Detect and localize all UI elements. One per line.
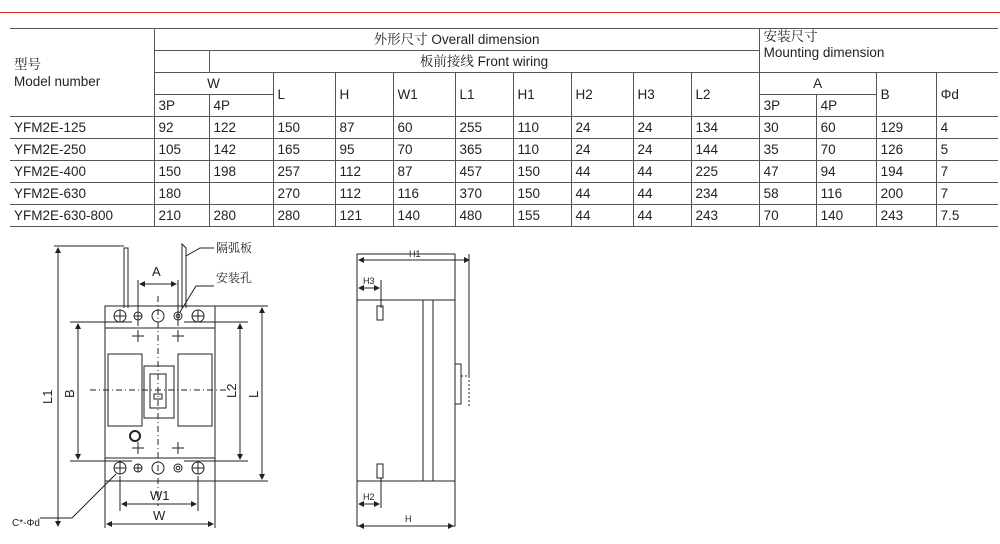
cell-a3p: 30 bbox=[759, 117, 816, 139]
cell-w3p: 210 bbox=[154, 205, 209, 227]
cell-w3p: 150 bbox=[154, 161, 209, 183]
mounting-header-cn: 安装尺寸 bbox=[763, 29, 818, 44]
cell-L2: 234 bbox=[691, 183, 759, 205]
dim-label-W1: W1 bbox=[150, 488, 170, 503]
cell-H1: 150 bbox=[513, 183, 571, 205]
cell-d: 4 bbox=[940, 119, 949, 135]
cell-model: YFM2E-630 bbox=[10, 183, 154, 205]
cell-L1: 255 bbox=[455, 117, 513, 139]
cell-H: 121 bbox=[335, 205, 393, 227]
col-header-B: B bbox=[876, 73, 936, 117]
a-3p-header: 3P bbox=[759, 95, 816, 117]
dim-label-L1: L1 bbox=[40, 389, 55, 404]
table-row bbox=[10, 183, 998, 205]
col-header-H3: H3 bbox=[633, 73, 691, 117]
cell-W1: 116 bbox=[393, 183, 455, 205]
mounting-dimension-header bbox=[759, 29, 998, 73]
cell-model: YFM2E-250 bbox=[10, 139, 154, 161]
cell-L2: 134 bbox=[691, 117, 759, 139]
col-header-L2: L2 bbox=[691, 73, 759, 117]
table-row bbox=[10, 205, 998, 227]
cell-B: 126 bbox=[876, 139, 936, 161]
cell-L: 257 bbox=[273, 161, 335, 183]
label-arc-barrier: 隔弧板 bbox=[216, 241, 253, 255]
cell-d: 7 bbox=[940, 185, 949, 201]
cell-a4p: 116 bbox=[816, 183, 876, 205]
cell-B: 200 bbox=[876, 183, 936, 205]
cell-a4p: 60 bbox=[816, 117, 876, 139]
cell-d: 7.5 bbox=[940, 207, 960, 223]
cell-W1: 70 bbox=[393, 139, 455, 161]
cell-H: 112 bbox=[335, 161, 393, 183]
label-mounting-hole: 安装孔 bbox=[216, 271, 253, 285]
cell-a3p: 47 bbox=[759, 161, 816, 183]
front-view-drawing bbox=[0, 236, 320, 544]
a-header: A bbox=[759, 73, 876, 95]
dim-label-A: A bbox=[152, 264, 161, 279]
cell-H: 112 bbox=[335, 183, 393, 205]
front-wiring-header: 板前接线 Front wiring bbox=[209, 51, 759, 73]
w-header: W bbox=[154, 73, 273, 95]
cell-H1: 110 bbox=[513, 117, 571, 139]
table-body bbox=[10, 117, 998, 227]
table-row bbox=[10, 139, 998, 161]
table-row bbox=[10, 117, 998, 139]
cell-B: 194 bbox=[876, 161, 936, 183]
cell-L2: 225 bbox=[691, 161, 759, 183]
top-terminals bbox=[114, 310, 204, 322]
dim-label-H1: H1 bbox=[409, 249, 421, 259]
cell-w3p: 180 bbox=[154, 183, 209, 205]
dim-label-L: L bbox=[246, 390, 261, 398]
cell-H3: 44 bbox=[633, 183, 691, 205]
cell-d: 7 bbox=[940, 163, 949, 179]
dim-label-H2: H2 bbox=[363, 492, 375, 502]
overall-dimension-header: 外形尺寸 Overall dimension bbox=[154, 29, 759, 51]
cell-w4p: 198 bbox=[209, 161, 273, 183]
cell-w3p: 105 bbox=[154, 139, 209, 161]
model-header-cn: 型号 bbox=[14, 56, 41, 72]
col-header-phi-d: Φd bbox=[936, 73, 998, 117]
w-3p-header: 3P bbox=[154, 95, 209, 117]
cell-H3: 44 bbox=[633, 161, 691, 183]
cell-H1: 155 bbox=[513, 205, 571, 227]
cell-H2: 24 bbox=[571, 117, 633, 139]
cell-a3p: 58 bbox=[759, 183, 816, 205]
cell-a3p: 70 bbox=[759, 205, 816, 227]
cell-W1: 60 bbox=[393, 117, 455, 139]
mounting-header-en: Mounting dimension bbox=[763, 45, 885, 60]
col-header-L1: L1 bbox=[455, 73, 513, 117]
dim-label-W: W bbox=[153, 508, 166, 523]
dim-label-H: H bbox=[405, 514, 412, 524]
hole-note-label: C*-Φd bbox=[12, 518, 40, 529]
side-body-outline bbox=[357, 254, 455, 526]
cell-L1: 457 bbox=[455, 161, 513, 183]
col-header-H2: H2 bbox=[571, 73, 633, 117]
cell-W1: 87 bbox=[393, 161, 455, 183]
cell-a4p: 94 bbox=[816, 161, 876, 183]
cell-w3p: 92 bbox=[154, 117, 209, 139]
cell-L1: 365 bbox=[455, 139, 513, 161]
cell-model: YFM2E-125 bbox=[10, 117, 154, 139]
w-4p-header: 4P bbox=[209, 95, 273, 117]
cell-H3: 24 bbox=[633, 117, 691, 139]
cell-a4p: 70 bbox=[816, 139, 876, 161]
col-header-H1: H1 bbox=[513, 73, 571, 117]
cell-L2: 243 bbox=[691, 205, 759, 227]
dim-label-L2: L2 bbox=[224, 383, 239, 398]
cell-model: YFM2E-400 bbox=[10, 161, 154, 183]
dimension-table-container bbox=[10, 28, 998, 227]
cell-L2: 144 bbox=[691, 139, 759, 161]
cell-H: 87 bbox=[335, 117, 393, 139]
cell-w4p: 280 bbox=[209, 205, 273, 227]
dim-label-H3: H3 bbox=[363, 276, 375, 286]
cell-L: 165 bbox=[273, 139, 335, 161]
bottom-terminals bbox=[114, 462, 204, 474]
dimension-table bbox=[10, 28, 998, 227]
cell-L: 280 bbox=[273, 205, 335, 227]
cell-H3: 24 bbox=[633, 139, 691, 161]
cell-H2: 44 bbox=[571, 161, 633, 183]
cell-L1: 370 bbox=[455, 183, 513, 205]
col-header-H: H bbox=[335, 73, 393, 117]
cell-L: 150 bbox=[273, 117, 335, 139]
cell-B: 129 bbox=[876, 117, 936, 139]
cell-H1: 110 bbox=[513, 139, 571, 161]
cell-H3: 44 bbox=[633, 205, 691, 227]
cell-H2: 44 bbox=[571, 183, 633, 205]
cell-L: 270 bbox=[273, 183, 335, 205]
cell-w4p bbox=[209, 183, 273, 205]
cell-W1: 140 bbox=[393, 205, 455, 227]
model-header-cell bbox=[10, 29, 154, 117]
cell-w4p: 122 bbox=[209, 117, 273, 139]
cell-H1: 150 bbox=[513, 161, 571, 183]
cell-a4p: 140 bbox=[816, 205, 876, 227]
cell-model: YFM2E-630-800 bbox=[10, 205, 154, 227]
cell-L1: 480 bbox=[455, 205, 513, 227]
a-4p-header: 4P bbox=[816, 95, 876, 117]
dim-label-B: B bbox=[62, 389, 77, 398]
cell-d: 5 bbox=[940, 141, 949, 157]
col-header-W1: W1 bbox=[393, 73, 455, 117]
table-row bbox=[10, 161, 998, 183]
cell-H2: 44 bbox=[571, 205, 633, 227]
side-view-drawing bbox=[345, 236, 485, 544]
model-header-en: Model number bbox=[14, 73, 101, 89]
cell-w4p: 142 bbox=[209, 139, 273, 161]
col-header-L: L bbox=[273, 73, 335, 117]
cell-a3p: 35 bbox=[759, 139, 816, 161]
top-accent-line bbox=[0, 12, 1000, 13]
cell-H2: 24 bbox=[571, 139, 633, 161]
cell-H: 95 bbox=[335, 139, 393, 161]
cell-B: 243 bbox=[876, 205, 936, 227]
